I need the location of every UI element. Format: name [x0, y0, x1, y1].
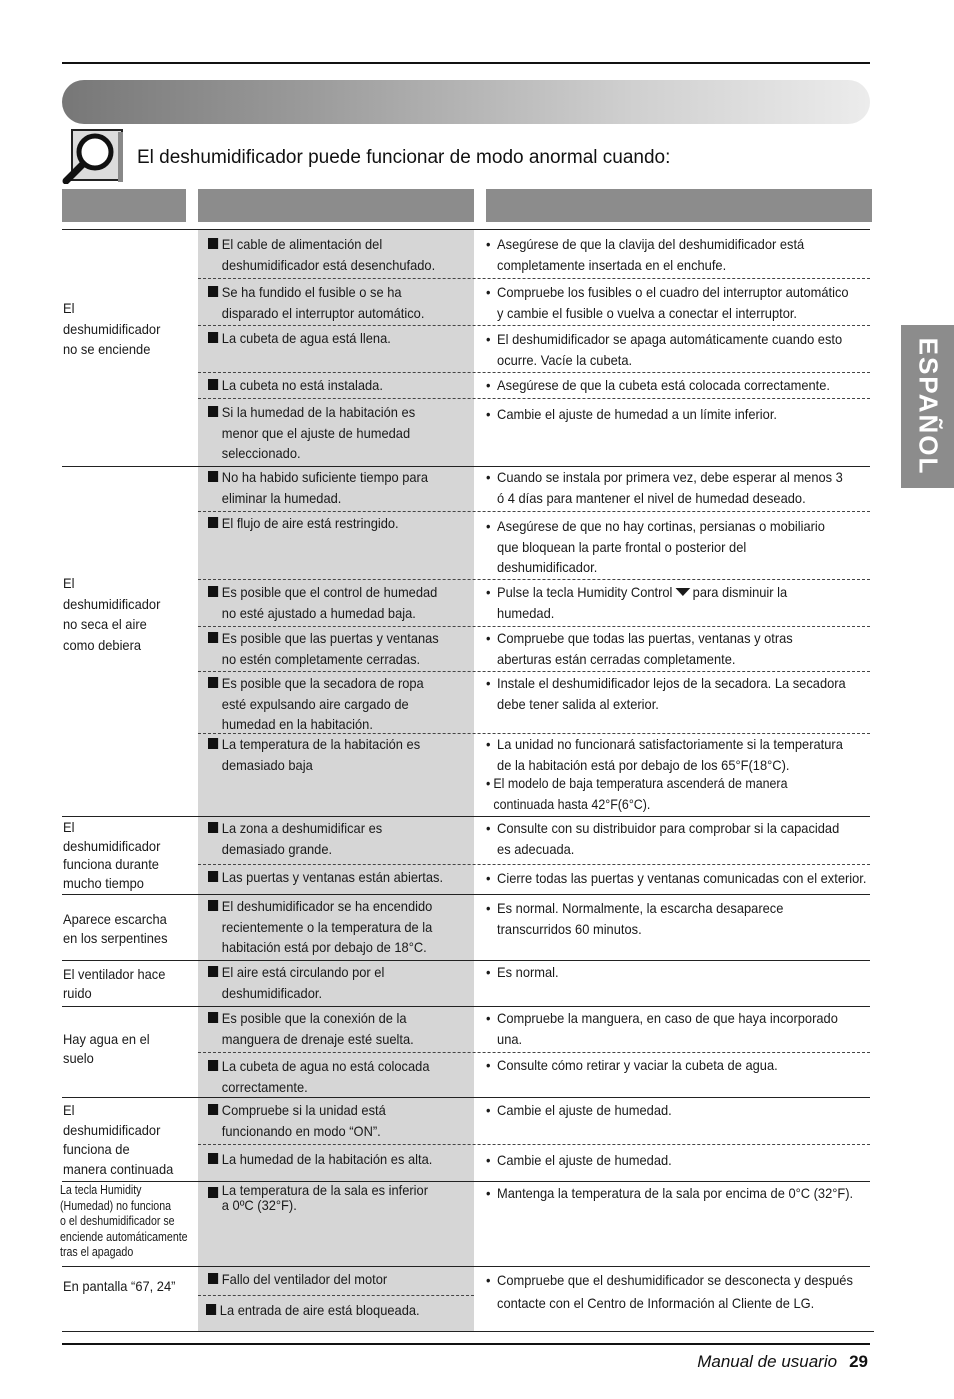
- square-bullet-icon: [208, 1104, 218, 1115]
- problem-label: La tecla Humidity (Humedad) no funciona o el deshumidificador se enciende automáticamente tras el apagado: [60, 1183, 188, 1260]
- triangle-down-icon: [675, 588, 690, 596]
- page-number: 29: [849, 1352, 868, 1371]
- solution-item: • Instale el deshumidificador lejos de la secadora. La secadora debe tener salida al exterior.: [486, 675, 846, 712]
- language-tab-label: ESPAÑOL: [913, 337, 944, 476]
- square-bullet-icon: [208, 1153, 218, 1164]
- row-divider: [198, 511, 870, 512]
- cause-item: Es posible que las puertas y ventanas no estén completamente cerradas.: [208, 628, 439, 669]
- square-bullet-icon: [208, 677, 218, 688]
- column-header-cause: [198, 189, 474, 222]
- cause-item: La cubeta de agua está llena.: [208, 328, 391, 349]
- problem-label: Hay agua en el suelo: [63, 1031, 150, 1066]
- cause-item: La cubeta de agua no está colocada correctamente.: [208, 1056, 429, 1097]
- solution-item: • Pulse la tecla Humidity Control para disminuir la humedad.: [486, 584, 788, 621]
- cause-item: Las puertas y ventanas están abiertas.: [208, 867, 443, 888]
- solution-item: • Consulte con su distribuidor para comprobar si la capacidad es adecuada.: [486, 820, 840, 857]
- cause-item: La zona a deshumidificar es demasiado grande.: [208, 818, 382, 859]
- column-header-solution: [486, 189, 872, 222]
- cause-item: Es posible que el control de humedad no esté ajustado a humedad baja.: [208, 582, 437, 623]
- square-bullet-icon: [208, 286, 218, 297]
- solution-item: • Compruebe los fusibles o el cuadro del interruptor automático y cambie el fusible o vuelva a conectar el interruptor.: [486, 284, 849, 321]
- cause-item: Es posible que la secadora de ropa esté expulsando aire cargado de humedad en la habitación.: [208, 673, 424, 735]
- row-divider: [198, 864, 870, 865]
- row-divider: [198, 671, 870, 672]
- solution-item: • Asegúrese de que la clavija del deshumidificador está completamente insertada en el enchufe.: [486, 236, 805, 273]
- row-divider: [198, 325, 870, 326]
- row-divider: [198, 579, 870, 580]
- page-heading: El deshumidificador puede funcionar de modo anormal cuando:: [137, 147, 671, 168]
- cause-item: Es posible que la conexión de la manguera de drenaje esté suelta.: [208, 1008, 414, 1049]
- cause-item: La temperatura de la habitación es demasiado baja: [208, 734, 420, 775]
- problem-label: El ventilador hace ruido: [63, 966, 166, 1001]
- cause-item: La temperatura de la sala es inferior a 0ºC (32°F).: [208, 1183, 428, 1213]
- footer-label: Manual de usuario: [697, 1352, 838, 1371]
- solution-item: • Asegúrese de que la cubeta está colocada correctamente.: [486, 377, 830, 393]
- solution-item: • El modelo de baja temperatura ascenderá de manera continuada hasta 42°F(6°C).: [486, 776, 788, 812]
- solution-item: • Mantenga la temperatura de la sala por encima de 0°C (32°F).: [486, 1185, 854, 1201]
- solution-item: • Cambie el ajuste de humedad.: [486, 1152, 672, 1168]
- cause-item: La entrada de aire está bloqueada.: [206, 1300, 420, 1321]
- group-divider: [62, 1181, 870, 1182]
- row-divider: [198, 1295, 474, 1296]
- square-bullet-icon: [208, 738, 218, 749]
- column-header-problem: [62, 189, 186, 222]
- square-bullet-icon: [208, 822, 218, 833]
- square-bullet-icon: [208, 871, 218, 882]
- solution-item: • Es normal. Normalmente, la escarcha desaparece transcurridos 60 minutos.: [486, 900, 784, 937]
- group-divider: [62, 229, 870, 230]
- solution-item: • Cambie el ajuste de humedad.: [486, 1102, 672, 1118]
- group-divider: [62, 1097, 870, 1098]
- solution-item: • Compruebe que todas las puertas, ventanas y otras aberturas están cerradas completamente.: [486, 630, 793, 667]
- problem-label: El deshumidificador funciona de manera continuada: [63, 1102, 174, 1177]
- row-divider: [198, 1144, 870, 1145]
- row-divider: [198, 1052, 870, 1053]
- solution-item: • Asegúrese de que no hay cortinas, persianas o mobiliario que bloquean la parte frontal o posterior del deshumidificador.: [486, 518, 825, 575]
- group-divider: [62, 1006, 870, 1007]
- cause-item: Fallo del ventilador del motor: [208, 1269, 387, 1290]
- square-bullet-icon: [208, 586, 218, 597]
- bottom-rule: [62, 1343, 870, 1345]
- row-divider: [198, 372, 870, 373]
- magnifier-icon: [62, 128, 124, 184]
- square-bullet-icon: [208, 900, 218, 911]
- language-tab: [901, 325, 954, 488]
- problem-label: El deshumidificador funciona durante mucho tiempo: [63, 819, 161, 891]
- square-bullet-icon: [208, 379, 218, 390]
- group-divider: [62, 894, 870, 895]
- group-divider: [62, 816, 870, 817]
- square-bullet-icon: [208, 1060, 218, 1071]
- row-divider: [198, 278, 870, 279]
- row-divider: [198, 626, 870, 627]
- top-rule: [62, 62, 870, 64]
- solution-item: • Compruebe que el deshumidificador se desconecta y después contacte con el Centro de Información al Cliente de LG.: [486, 1272, 853, 1311]
- solution-item: • El deshumidificador se apaga automáticamente cuando esto ocurre. Vacíe la cubeta.: [486, 331, 843, 368]
- cause-item: El flujo de aire está restringido.: [208, 513, 399, 534]
- problem-label: El deshumidificador no seca el aire como debiera: [63, 575, 161, 653]
- header-banner: [62, 80, 870, 124]
- square-bullet-icon: [208, 966, 218, 977]
- cause-item: No ha habido suficiente tiempo para eliminar la humedad.: [208, 467, 428, 508]
- cause-item: La cubeta no está instalada.: [208, 375, 383, 396]
- solution-item: • La unidad no funcionará satisfactoriamente si la temperatura de la habitación está por debajo de los 65°F(18°C).: [486, 736, 843, 773]
- solution-item: • Cuando se instala por primera vez, debe esperar al menos 3 ó 4 días para mantener el nivel de humedad deseado.: [486, 469, 843, 506]
- square-bullet-icon: [208, 1187, 218, 1198]
- page-footer: [697, 1352, 868, 1372]
- solution-item: • Compruebe la manguera, en caso de que haya incorporado una.: [486, 1010, 838, 1047]
- group-divider: [62, 1266, 870, 1267]
- problem-label: El deshumidificador no se enciende: [63, 300, 161, 357]
- problem-label: Aparece escarcha en los serpentines: [63, 911, 168, 946]
- square-bullet-icon: [208, 632, 218, 643]
- group-divider: [62, 960, 870, 961]
- row-divider: [198, 398, 870, 399]
- square-bullet-icon: [208, 406, 218, 417]
- square-bullet-icon: [208, 1012, 218, 1023]
- cause-item: La humedad de la habitación es alta.: [208, 1149, 432, 1170]
- square-bullet-icon: [208, 517, 218, 528]
- solution-item: • Cierre todas las puertas y ventanas comunicadas con el exterior.: [486, 870, 867, 886]
- solution-item: • Consulte cómo retirar y vaciar la cubeta de agua.: [486, 1057, 778, 1073]
- cause-item: El deshumidificador se ha encendido recientemente o la temperatura de la habitación está por debajo de 18°C.: [208, 896, 432, 958]
- solution-item: • Cambie el ajuste de humedad a un límite inferior.: [486, 406, 777, 422]
- cause-item: El cable de alimentación del deshumidificador está desenchufado.: [208, 234, 435, 275]
- cause-item: Compruebe si la unidad está funcionando en modo “ON”.: [208, 1100, 386, 1141]
- square-bullet-icon: [208, 471, 218, 482]
- solution-item: • Es normal.: [486, 964, 559, 980]
- cause-item: El aire está circulando por el deshumidificador.: [208, 962, 384, 1003]
- problem-label: En pantalla “67, 24”: [63, 1278, 176, 1294]
- square-bullet-icon: [208, 332, 218, 343]
- cause-item: Si la humedad de la habitación es menor que el ajuste de humedad seleccionado.: [208, 402, 415, 464]
- cause-item: Se ha fundido el fusible o se ha disparado el interruptor automático.: [208, 282, 424, 323]
- square-bullet-icon: [208, 1273, 218, 1284]
- square-bullet-icon: [208, 238, 218, 249]
- group-divider: [62, 1331, 874, 1332]
- square-bullet-icon: [206, 1304, 216, 1315]
